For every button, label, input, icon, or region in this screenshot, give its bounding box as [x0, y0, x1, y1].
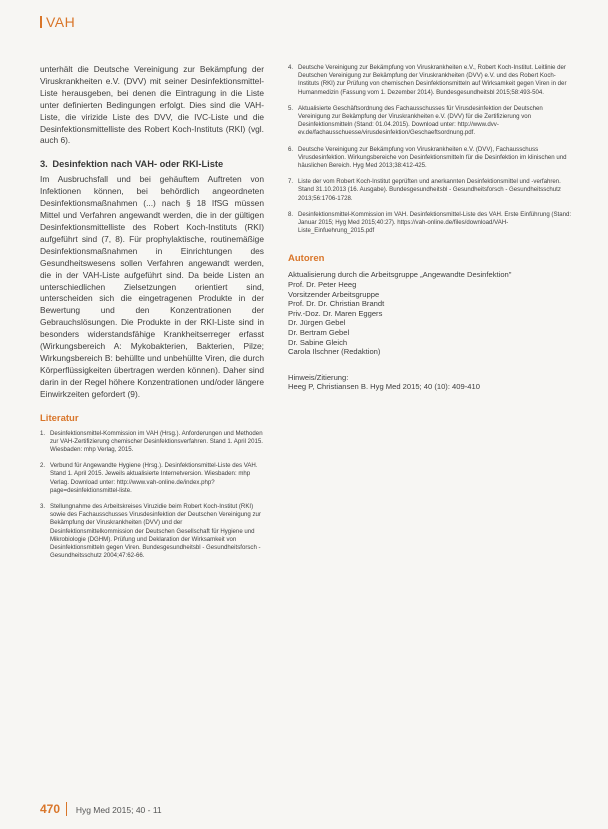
author-line: Vorsitzender Arbeitsgruppe — [288, 289, 380, 299]
reference-item: 5. Aktualisierte Geschäftsordnung des Fachausschusses für Virusdesinfektion der Deutschen Vereinigung zur Bekämpfung der Viruskrankheiten e.V. (DVV) für die Zertifizierung von Desinfektionsmitteln (Stand: 01.04.2015). Download unter: http://www.dvv-ev.de/fachausschuesse/virusdesinfektion/Geschaeftsordnung.pdf. — [288, 104, 543, 137]
reference-item: 3. Stellungnahme des Arbeitskreises Viruzidie beim Robert Koch-Institut (RKI) sowie des Fachausschusses Virusdesinfektion der Deutschen Vereinigung zur Bekämpfung der Viruskrankheiten (DVV) und der Desinfektionsmittelkommission der Deutschen Gesellschaft für Hygiene und Mikrobiologie (DGHM). Prüfung und Deklaration der Wirksamkeit von Desinfektionsmitteln gegen Viren. Bundesgesundheitsbl - Gesundheitsforsch - Gesundheitsschutz 2004;47:62-66. — [40, 502, 261, 560]
literatur-heading: Literatur — [40, 412, 79, 424]
reference-item: 8. Desinfektionsmittel-Kommission im VAH. Desinfektionsmittel-Liste des VAH. Erste Einführung (Stand: Januar 2015; Hyg Med 2015;40:27). https://vah-online.de/files/download/VAH-Liste_Einfuehrung_2015.pdf — [288, 210, 572, 235]
author-line: Prof. Dr. Dr. Christian Brandt — [288, 299, 385, 309]
reference-item: 4. Deutsche Vereinigung zur Bekämpfung von Viruskrankheiten e.V., Robert Koch-Institut. Leitlinie der Deutschen Vereinigung zur Bekämpfung der Viruskrankheiten (DVV) e.V. und des Robert Koch-Instituts (RKI) zur Prüfung von chemischen Desinfektionsmitteln auf Wirksamkeit gegen Viren in der Humanmedizin (Fassung vom 1. Dezember 2014). Bundesgesundheitsbl 2015;58:493-504. — [288, 64, 567, 96]
author-line: Dr. Sabine Gleich — [288, 337, 348, 347]
right-column — [288, 64, 572, 392]
intro-paragraph: unterhält die Deutsche Vereinigung zur Bekämpfung der Viruskrankheiten e.V. (DVV) mit seiner Desinfektionsmittel-Liste herausgeben, bei denen die Eintragung in die Liste unter definierten Bedingungen erfolgt. Dies sind die VAH-Liste, die virizide Liste des DVV, die IVC-Liste und die Desinfektionsmittelliste des Robert Koch-Instituts (RKI) (vgl. auch 6). — [40, 64, 264, 146]
header-bar — [40, 16, 42, 28]
author-line: Dr. Jürgen Gebel — [288, 318, 346, 328]
citation-text: Heeg P, Christiansen B. Hyg Med 2015; 40 (10): 409-410 — [288, 382, 480, 392]
reference-list-continued — [288, 64, 572, 235]
author-line: Dr. Bertram Gebel — [288, 328, 350, 338]
section-3-number: 3. — [40, 159, 48, 170]
section-3-heading — [40, 159, 264, 170]
literatur-list — [40, 430, 264, 561]
reference-item: 6. Deutsche Vereinigung zur Bekämpfung von Viruskrankheiten e.V. (DVV), Fachausschuss Virusdesinfektion. Wirkungsbereiche von Desinfektionsmitteln für die Desinfektion im klinischen und häuslichen Bereich. Hyg Med 2013;38:412-425. — [288, 145, 567, 170]
author-line: Aktualisierung durch die Arbeitsgruppe „Angewandte Desinfektion" — [288, 270, 512, 280]
journal-citation: Hyg Med 2015; 40 - 11 — [75, 805, 162, 815]
page-footer — [40, 802, 162, 816]
reference-item: 1. Desinfektionsmittel-Kommission im VAH (Hrsg.). Anforderungen und Methoden zur VAH-Zertifizierung chemischer Desinfektionsverfahren. Stand 1. April 2015. Wiesbaden: mhp Verlag, 2015. — [40, 429, 263, 453]
header-label: VAH — [46, 14, 76, 30]
author-line: Priv.-Doz. Dr. Maren Eggers — [288, 308, 383, 318]
authors-list — [288, 270, 572, 356]
page-number: 470 — [40, 802, 67, 816]
left-column — [40, 64, 264, 568]
citation-label: Hinweis/Zitierung: — [288, 372, 349, 382]
autoren-heading: Autoren — [288, 253, 325, 265]
section-3-title: Desinfektion nach VAH- oder RKI-Liste — [52, 159, 224, 170]
section-3-paragraph: Im Ausbruchsfall und bei gehäuftem Auftreten von Infektionen können, bei behördlich angeordneten Desinfektionsmaßnahmen (...) nach § 18 IfSG müssen Mittel und Verfahren angewandt werden, die in der gültigen Desinfektionsmittelliste des Robert Koch-Instituts (RKI) aufgeführt sind (7, 8). Für prophylaktische, routinemäßige Desinfektionsmaßnahmen in Einrichtungen des Gesundheitswesens sollen Verfahren angewandt werden, die in der VAH-Liste aufgeführt sind. Da beide Listen an unterschiedlichen Zielsetzungen orientiert sind, unterscheiden sich die eingetragenen Produkte in der Bewertung und den Konzentrationen der Gebrauchslösungen. Die Produkte in der RKI-Liste sind in besonders widerstandsfähige Krankheitserreger erfasst (Wirkungsbereich A: Mykobakterien, Bakterien, Pilze; Wirkungsbereich B: behüllte und unbehüllte Viren, die durch Körperflüssigkeiten übertragen werden können). Daher sind darin in der Regel höhere Konzentrationen und/oder längere Einwirkzeiten gefordert (9). — [40, 174, 264, 399]
author-line: Prof. Dr. Peter Heeg — [288, 280, 357, 290]
section-header — [40, 14, 75, 30]
reference-item: 7. Liste der vom Robert Koch-Institut geprüften und anerkannten Desinfektionsmittel und -verfahren. Stand 31.10.2013 (16. Ausgabe). Bundesgesundheitsbl - Gesundheitsforsch - Gesundheitsschutz 2013;56:1706-1728. — [288, 178, 561, 202]
reference-item: 2. Verbund für Angewandte Hygiene (Hrsg.). Desinfektionsmittel-Liste des VAH. Stand 1. April 2015. Jeweils aktualisierte Internetversion. Wiesbaden: mhp Verlag. Download unter: http://www.vah-online.de/index.php?page=desinfektionsmittel-liste. — [40, 462, 258, 494]
author-line: Carola Ilschner (Redaktion) — [288, 347, 381, 357]
citation-note — [288, 373, 572, 392]
